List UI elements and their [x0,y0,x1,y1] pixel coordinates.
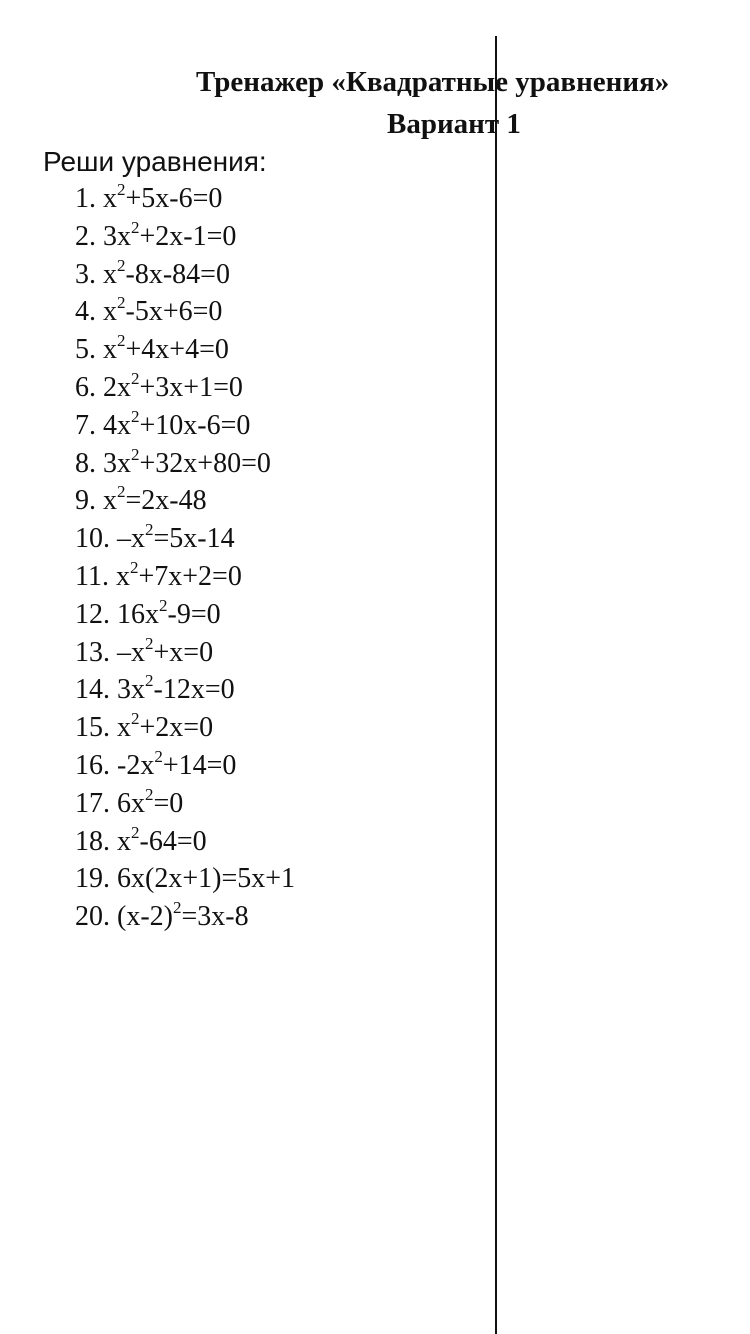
equation-item [75,218,295,256]
equation-segment: -2x [117,749,155,781]
equation-segment: (x-2) [117,901,173,933]
equation-number: 6. [75,371,96,403]
equation-text [103,217,237,252]
equation-item [75,747,295,785]
equation-text [115,557,242,592]
equation-item [75,180,295,218]
equation-text [117,822,207,857]
equation-segment: -64=0 [139,825,207,857]
equation-segment: =5x-14 [153,523,235,555]
equation-segment: 3x [103,220,131,252]
equation-number: 14. [75,674,110,706]
equation-text [103,406,251,441]
equation-segment: x [103,296,117,328]
equation-segment: 2x [103,371,131,403]
equation-segment: 3x [117,674,145,706]
equation-segment: +2x-1=0 [139,220,237,252]
equation-item [75,785,295,823]
page-divider-line [495,36,497,1334]
equation-segment: 3x [103,447,131,479]
equation-text [117,520,235,555]
equation-segment: +4x+4=0 [125,334,229,366]
equation-number: 3. [75,258,96,290]
equation-text [103,293,223,328]
equation-segment: -8x-84=0 [125,258,230,290]
equation-number: 9. [75,485,96,517]
equation-number: 19. [75,863,110,895]
equation-item [75,898,295,936]
equation-item [75,558,295,596]
equation-segment: x [103,485,117,517]
equation-number: 17. [75,787,110,819]
equation-segment: +5x-6=0 [125,183,223,214]
equation-segment: x [117,712,131,744]
equation-item [75,482,295,520]
equation-text [117,595,221,630]
equation-segment: +7x+2=0 [138,560,242,592]
equation-segment: +x=0 [153,636,214,668]
equation-list [75,180,295,936]
equation-exponent: 2 [131,444,140,464]
equation-text [117,784,184,819]
equation-item [75,823,295,861]
equation-exponent: 2 [145,633,154,653]
equation-segment: 6x [117,787,145,819]
equation-item [75,256,295,294]
equation-exponent: 2 [117,482,126,502]
equation-text [117,633,214,668]
equation-exponent: 2 [117,255,126,275]
equation-segment: x [103,334,117,366]
equation-item [75,293,295,331]
equation-segment: +10x-6=0 [139,409,251,441]
equation-text [103,180,223,214]
equation-number: 8. [75,447,96,479]
equation-number: 5. [75,334,96,366]
equation-number: 15. [75,712,110,744]
equation-segment: +3x+1=0 [139,371,243,403]
equation-text [117,898,249,933]
equation-text [117,863,295,894]
equation-item [75,709,295,747]
equation-segment: +32x+80=0 [139,447,271,479]
equation-number: 11. [75,560,109,592]
equation-number: 20. [75,901,110,933]
equation-item [75,407,295,445]
equation-number: 7. [75,409,96,441]
equation-segment: +2x=0 [139,712,214,744]
equation-exponent: 2 [154,746,163,766]
equation-text [117,746,237,781]
equation-segment: x [117,825,131,857]
equation-text [103,444,271,479]
equation-segment: x [103,183,117,214]
equation-exponent: 2 [145,520,154,540]
equation-exponent: 2 [131,406,140,426]
equation-segment: x [103,258,117,290]
equation-segment: 16x [117,598,159,630]
equation-item [75,671,295,709]
equation-segment: –x [117,523,145,555]
variant-heading: Вариант 1 [387,108,521,140]
equation-exponent: 2 [159,595,168,615]
equation-text [103,331,229,366]
equation-exponent: 2 [131,368,140,388]
equation-exponent: 2 [131,822,140,842]
equation-segment: 4x [103,409,131,441]
equation-exponent: 2 [129,557,139,577]
document-title: Тренажер «Квадратные уравнения» [196,66,670,98]
equation-item [75,860,295,898]
equation-number: 2. [75,220,96,252]
equation-segment: =2x-48 [125,485,207,517]
equation-number: 16. [75,749,110,781]
equation-segment: 6x(2x+1)=5x+1 [117,863,296,895]
equation-segment: x [115,560,130,592]
equation-exponent: 2 [145,671,154,691]
equation-number: 18. [75,825,110,857]
equation-text [117,671,235,706]
equation-text [103,255,230,290]
equation-exponent: 2 [131,217,140,237]
equation-item [75,520,295,558]
equation-number: 12. [75,598,110,630]
equation-segment: -5x+6=0 [125,296,223,328]
equation-segment: =3x-8 [181,901,249,933]
equation-text [103,368,243,403]
equation-item [75,596,295,634]
equation-text [117,709,214,744]
equation-item [75,634,295,672]
equation-exponent: 2 [145,784,154,804]
instruction-text: Реши уравнения: [43,146,267,177]
equation-item [75,445,295,483]
equation-text [103,482,207,517]
equation-segment: =0 [153,787,184,819]
equation-segment: +14=0 [162,749,237,781]
equation-segment: -9=0 [167,598,221,630]
equation-exponent: 2 [131,709,140,729]
equation-exponent: 2 [117,293,126,313]
equation-exponent: 2 [117,331,126,351]
equation-number: 4. [75,296,96,328]
equation-segment: -12x=0 [153,674,235,706]
equation-number: 13. [75,636,110,668]
equation-number: 1. [75,183,96,214]
equation-item [75,331,295,369]
equation-segment: –x [117,636,145,668]
equation-exponent: 2 [172,898,182,918]
equation-item [75,369,295,407]
equation-number: 10. [75,523,110,555]
equation-exponent: 2 [117,180,126,199]
